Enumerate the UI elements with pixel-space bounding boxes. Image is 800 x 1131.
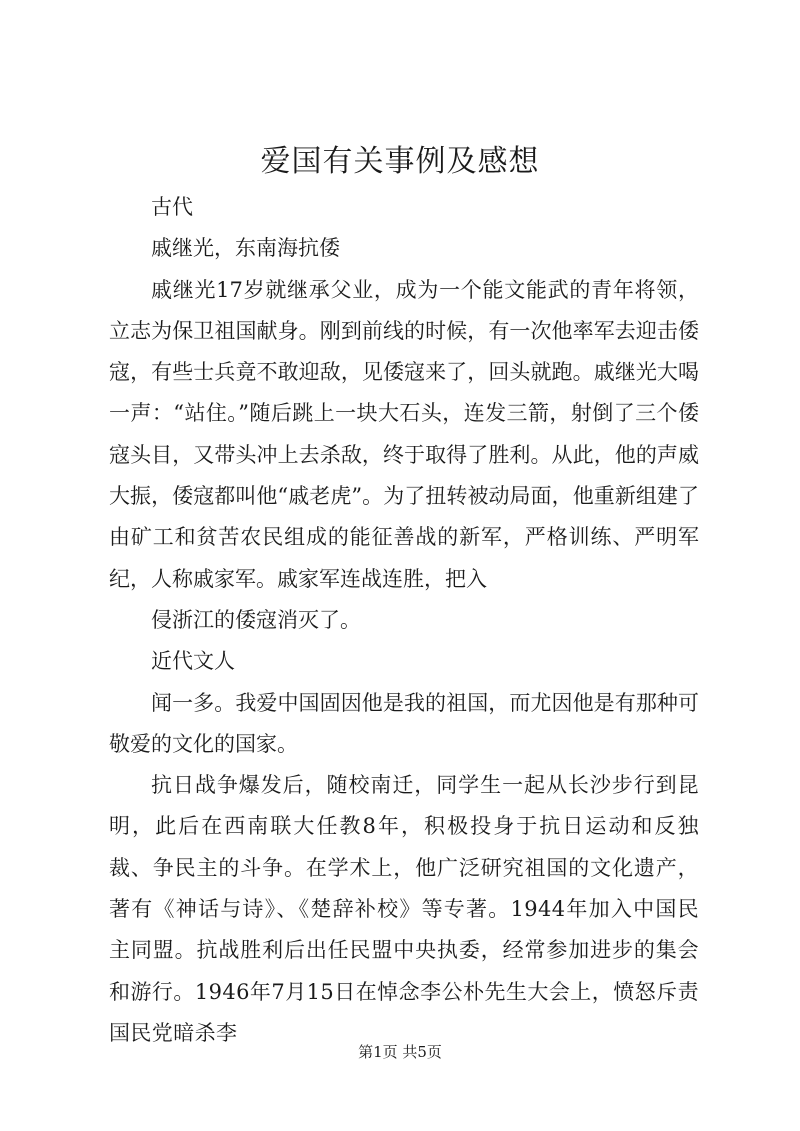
paragraph-wen-yiduo-quote: 闻一多。我爱中国固因他是我的祖国，而尤因他是有那种可敬爱的文化的国家。 [109,690,699,756]
document-body [109,187,699,1054]
paragraph-wen-yiduo-story: 抗日战争爆发后，随校南迁，同学生一起从长沙步行到昆明，此后在西南联大任教8年，积极投身于抗日运动和反独裁、争民主的斗争。在学术上，他广泛研究祖国的文化遗产，著有《神话与诗》、《楚辞补校》等专著。1944年加入中国民主同盟。抗战胜利后出任民盟中央执委，经常参加进步的集会和游行。1946年7月15日在悼念李公朴先生大会上，愤怒斥责国民党暗杀李 [109,773,699,1045]
subheading-qi-jiguang: 戚继光，东南海抗倭 [151,236,340,261]
paragraph-qi-jiguang-story: 戚继光17岁就继承父业，成为一个能文能武的青年将领，立志为保卫祖国献身。刚到前线的时候，有一次他率军去迎击倭寇，有些士兵竟不敢迎敌，见倭寇来了，回头就跑。戚继光大喝一声：“站住。”随后跳上一块大石头，连发三箭，射倒了三个倭寇头目，又带头冲上去杀敌，终于取得了胜利。从此，他的声威大振，倭寇都叫他“戚老虎”。为了扭转被动局面，他重新组建了由矿工和贫苦农民组成的能征善战的新军，严格训练、严明军纪，人称戚家军。戚家军连战连胜，把入 [109,277,699,591]
paragraph-qi-jiguang-ending: 侵浙江的倭寇消灭了。 [151,607,361,632]
document-title: 爱国有关事例及感想 [260,144,540,179]
section-heading-ancient: 古代 [151,195,193,219]
page-number-footer: 第1页 共5页 [358,1043,442,1061]
section-heading-modern-scholars: 近代文人 [151,649,235,674]
